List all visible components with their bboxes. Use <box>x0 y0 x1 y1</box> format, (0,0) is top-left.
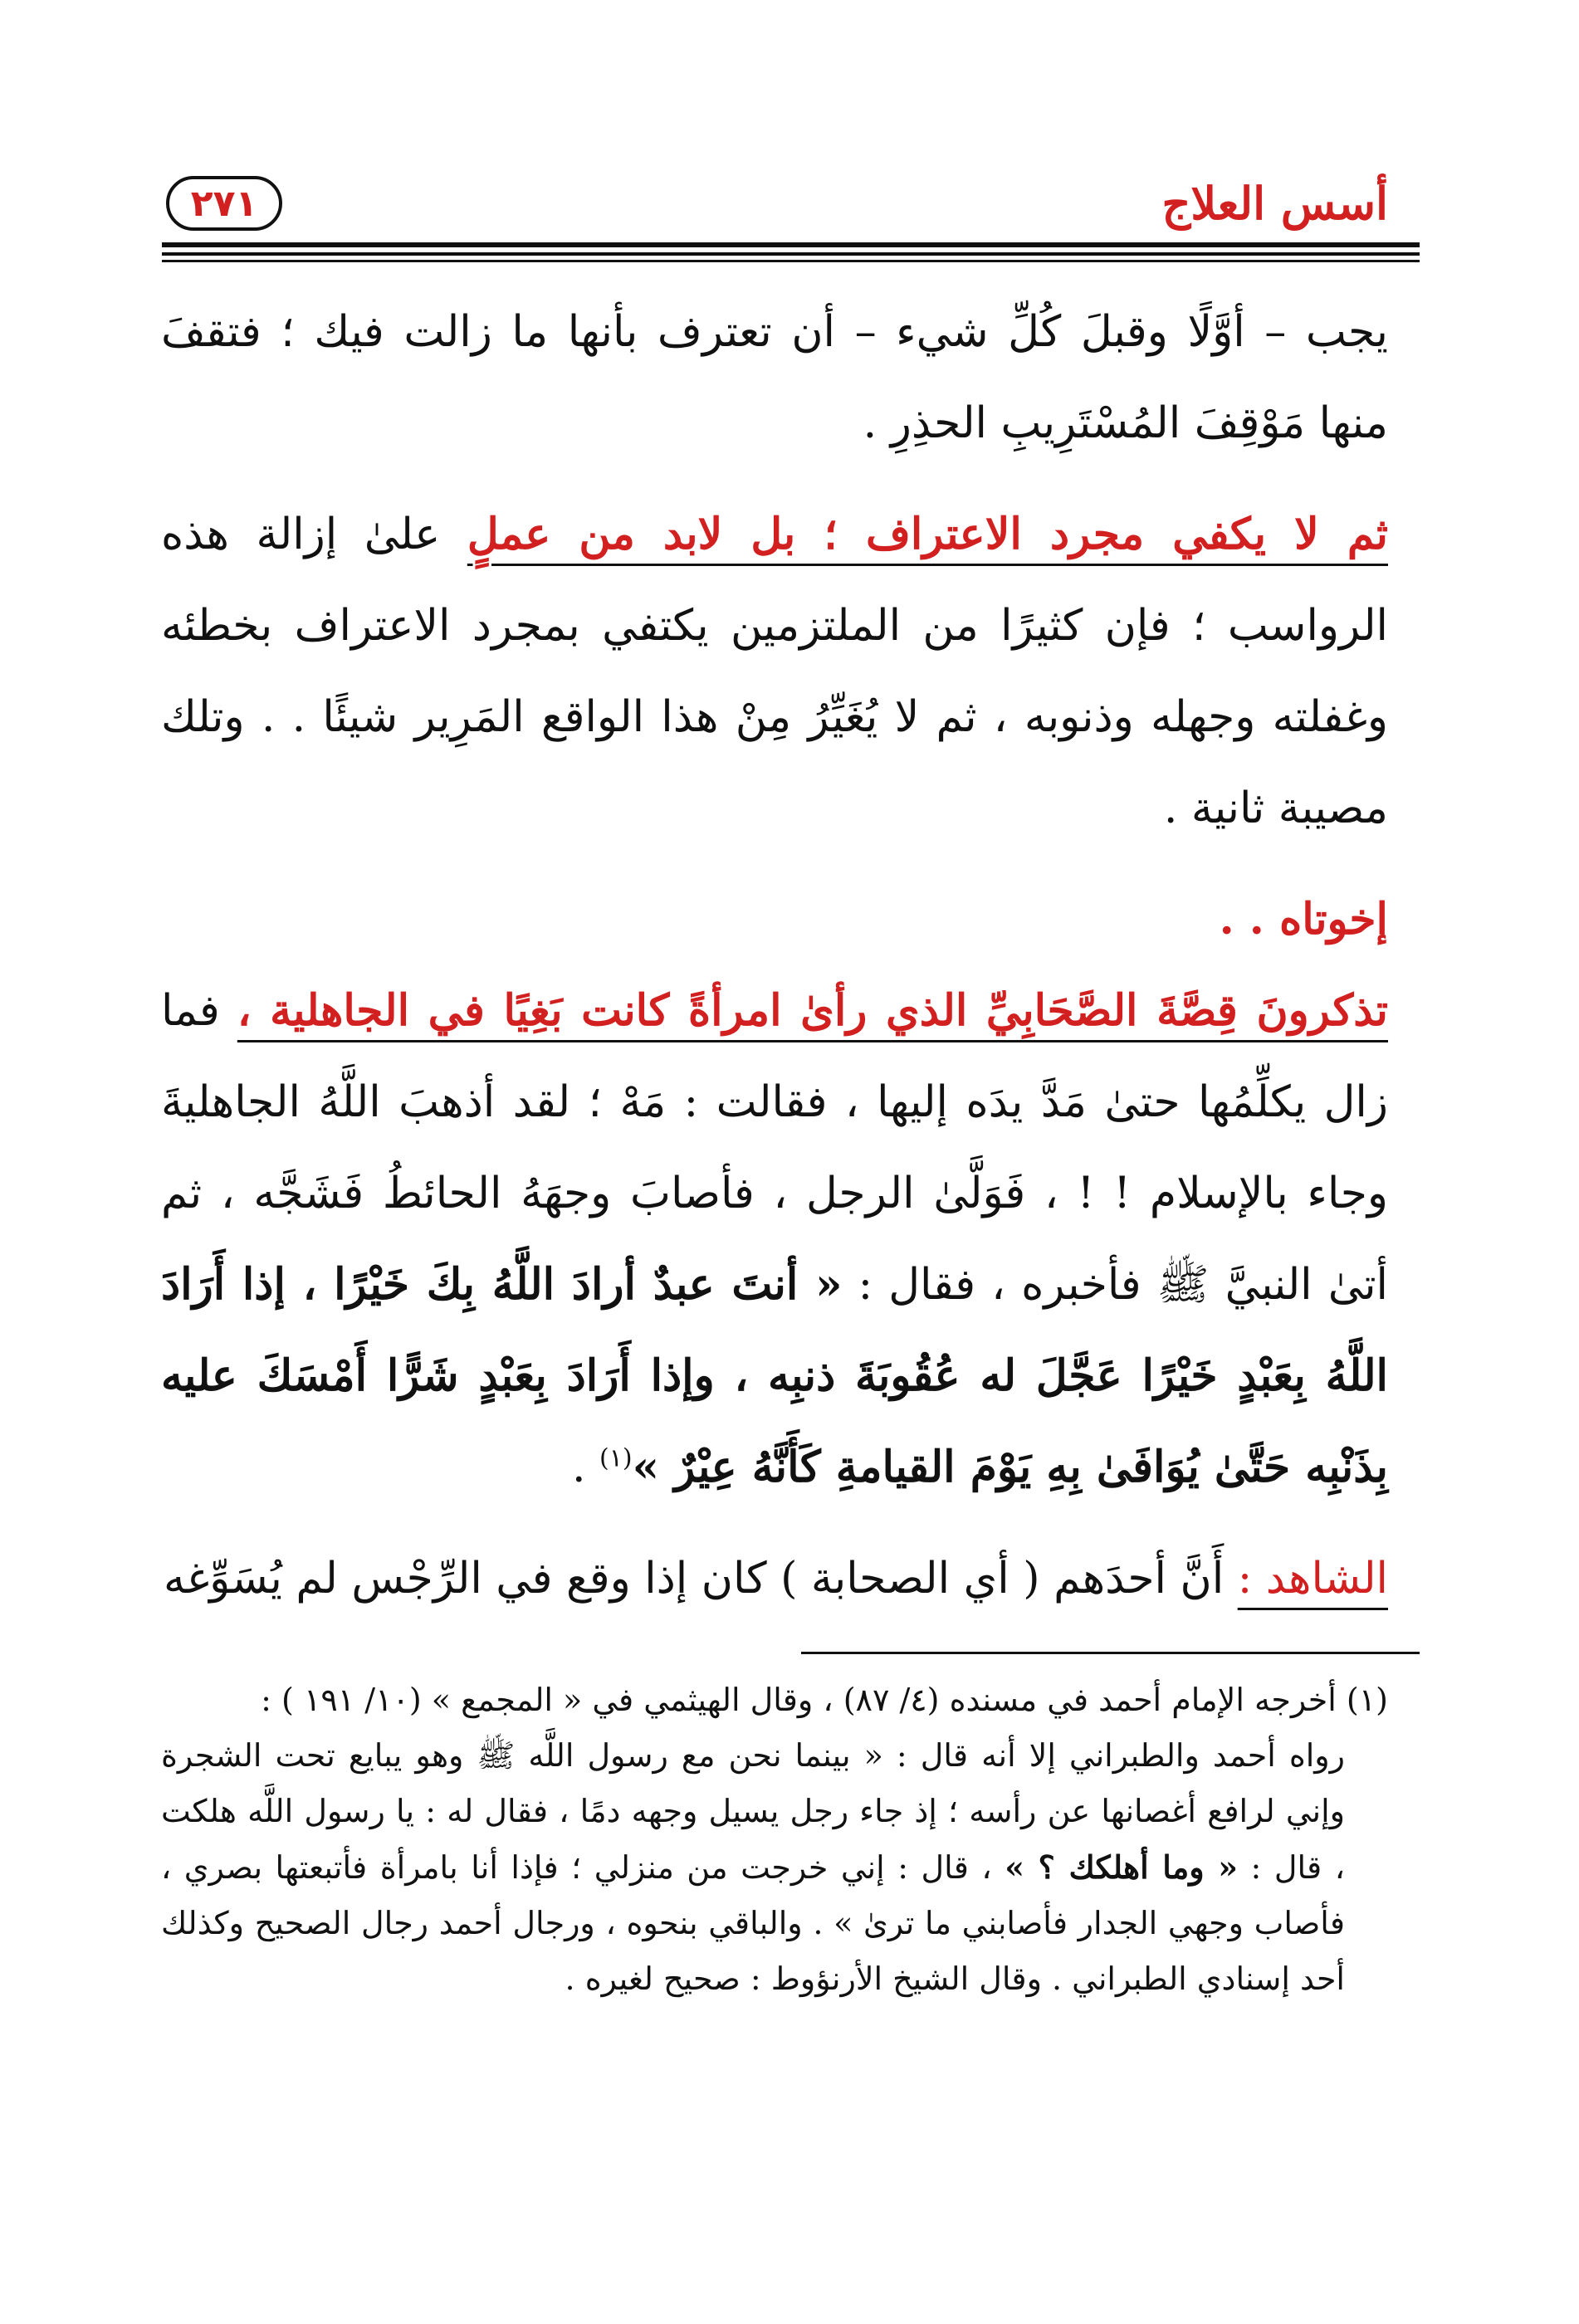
footnote-separator <box>801 1652 1420 1654</box>
paragraph-gap <box>161 469 1388 489</box>
hadith-quote: « أنتَ عبدٌ أرادَ اللَّهُ بِكَ خَيْرًا ، إذا أَرَادَ اللَّهُ بِعَبْدٍ خَيْرًا عَجَّلَ له عُقُوبَةَ ذنبِه ، وإذا أَرَادَ بِعَبْدٍ شَرًّا أَمْسَكَ عليه بِذَنْبِه حَتَّىٰ يُوَافَىٰ بِهِ يَوْمَ القيامةِ كَأَنَّهُ عِيْرٌ » <box>161 1259 1388 1492</box>
paragraph-4-text: فما زال يكلِّمُها حتىٰ مَدَّ يدَه إليها ، فقالت : مَهْ ؛ لقد أذهبَ اللَّهُ الجاهليةَ وجاء بالإسلام ! ! ، فَوَلَّىٰ الرجل ، فأصابَ وجهَهُ الحائطُ فَشَجَّه ، ثم أتىٰ النبيَّ ﷺ فأخبره ، فقال : <box>161 986 1388 1310</box>
paragraph-5-text: أَنَّ أحدَهم ( أي الصحابة ) كان إذا وقع في الرِّجْس لم يُسَوِّغه <box>164 1554 1225 1604</box>
paragraph-1: يجب – أوَّلًا وقبلَ كُلِّ شيء – أن تعترف بأنها ما زالت فيك ؛ فتقفَ منها مَوْقِفَ المُسْتَرِيبِ الحذِرِ . <box>161 307 1388 448</box>
highlighted-phrase: ثم لا يكفي مجرد الاعتراف ؛ بل لابد من عملٍ <box>467 509 1388 559</box>
header-rule <box>162 260 1420 262</box>
footnote-text: ، قال : إني خرجت من منزلي ؛ فإذا أنا بامرأة فأتبعتها بصري ، فأصاب وجهي الجدار فأصابني ما ترىٰ » . والباقي بنحوه ، ورجال أحمد رجال الصحيح وكذلك أحد إسنادي الطبراني . وقال الشيخ الأرنؤوط : صحيح لغيره . <box>161 1849 1345 1997</box>
footnote-ref: (١) <box>599 1443 633 1473</box>
paragraph-4 <box>161 965 1388 1513</box>
witness-label: الشاهد : <box>1237 1554 1388 1604</box>
sentence-end: . <box>571 1443 600 1492</box>
footnote-text: رواه أحمد والطبراني إلا أنه قال : « بينما نحن مع رسول اللَّه ﷺ وهو يبايع تحت الشجرة وإني لرافع أغصانها عن رأسه ؛ إذ جاء رجل يسيل وجهه دمًا ، فقال له : يا رسول اللَّه هلكت ، قال : <box>161 1737 1345 1886</box>
highlighted-phrase: تذكرونَ قِصَّةَ الصَّحَابِيِّ الذي رأىٰ امرأةً كانت بَغِيًا في الجاهلية ، <box>237 985 1389 1036</box>
paragraph-3 <box>161 874 1388 965</box>
page-number-badge: ٢٧١ <box>166 176 282 231</box>
paragraph-5 <box>161 1533 1388 1624</box>
address-phrase: إخوتاه . . <box>1219 894 1388 945</box>
footnote-1-body <box>161 1728 1388 2007</box>
footnote-quote: « وما أهلكك ؟ » <box>1005 1848 1239 1886</box>
paragraph-2 <box>161 489 1388 854</box>
footnotes <box>161 1672 1388 2007</box>
paragraph-gap <box>161 1513 1388 1533</box>
paragraph-2-text: علىٰ إزالة هذه الرواسب ؛ فإن كثيرًا من الملتزمين يكتفي بمجرد الاعتراف بخطئه وغفلته وجهله وذنوبه ، ثم لا يُغَيِّرُ مِنْ هذا الواقع المَرِير شيئًا . . وتلك مصيبة ثانية . <box>161 510 1388 833</box>
footnote-1-line1: (١) أخرجه الإمام أحمد في مسنده (٤/ ٨٧) ، وقال الهيثمي في « المجمع » (١٠/ ١٩١ ) : <box>261 1682 1388 1718</box>
header-rule <box>162 242 1420 247</box>
main-text <box>161 286 1388 1624</box>
header-rule <box>162 252 1420 256</box>
running-header-title: أسس العلاج <box>1161 177 1388 230</box>
paragraph-gap <box>161 854 1388 874</box>
